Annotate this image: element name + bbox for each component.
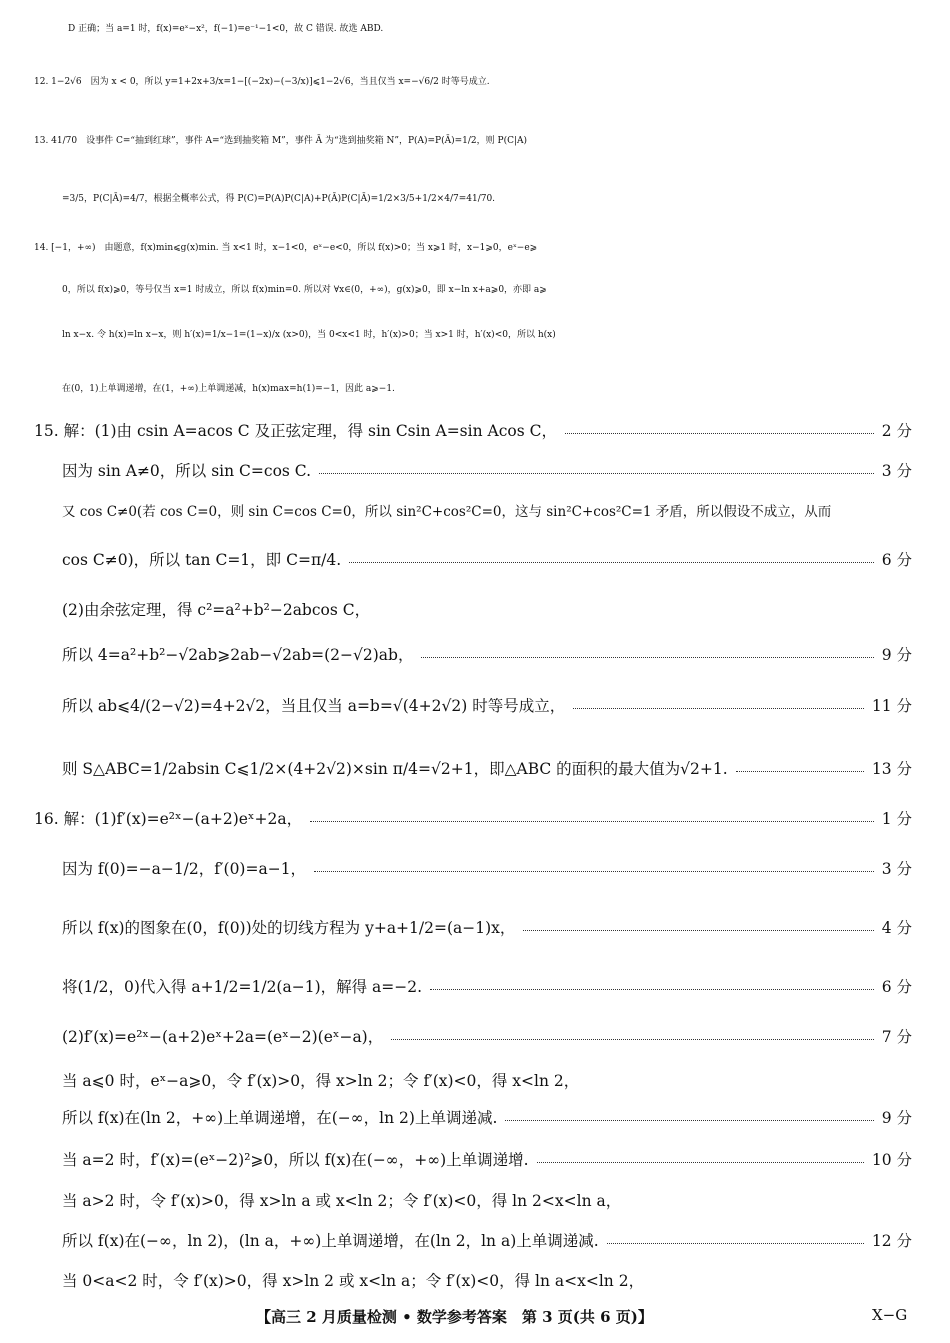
- solution-step: [62, 857, 912, 879]
- solution-step: [62, 916, 912, 938]
- solution-step: [62, 1069, 912, 1091]
- solution-step: [62, 548, 912, 570]
- leader-dots: [391, 1039, 873, 1040]
- solution-step: [62, 1269, 912, 1291]
- leader-dots: [523, 930, 873, 931]
- step-text: 所以 f(x)在(−∞，ln 2)，(ln a，+∞)上单调递增，在(ln 2，ln a)上单调递减.: [62, 1232, 599, 1250]
- step-text: 将(1/2，0)代入得 a+1/2=1/2(a−1)，解得 a=−2.: [62, 978, 423, 996]
- solution-step: [62, 694, 912, 716]
- solution-step: [62, 757, 912, 779]
- solution-step: [62, 1229, 912, 1251]
- step-text: (2)f′(x)=e²ˣ−(a+2)eˣ+2a=(eˣ−2)(eˣ−a)，: [62, 1028, 384, 1046]
- score: 7 分: [881, 1028, 912, 1046]
- step-text: 所以 ab⩽4/(2−√2)=4+2√2，当且仅当 a=b=√(4+2√2) 时等号成立，: [62, 697, 566, 715]
- step-text: 因为 f(0)=−a−1/2，f′(0)=a−1，: [62, 860, 307, 878]
- solution-step: [62, 1148, 912, 1170]
- score: 10 分: [871, 1151, 912, 1169]
- leader-dots: [573, 708, 864, 709]
- solution-step: [62, 459, 912, 481]
- step-text: 16. 解：(1)f′(x)=e²ˣ−(a+2)eˣ+2a，: [34, 810, 303, 828]
- leader-dots: [314, 871, 874, 872]
- step-text: 则 S△ABC=1/2absin C⩽1/2×(4+2√2)×sin π/4=√2+1，即△ABC 的面积的最大值为√2+1.: [62, 760, 728, 778]
- answer-14: 14. [−1，+∞) 由题意，f(x)min⩽g(x)min. 当 x<1 时，x−1<0，eˣ−e<0，所以 f(x)>0；当 x⩾1 时，x−1⩾0，eˣ−e⩾: [34, 243, 538, 253]
- leader-dots: [505, 1120, 873, 1121]
- solution-step: [62, 598, 912, 620]
- score: 11 分: [871, 697, 912, 715]
- step-text: 所以 f(x)在(ln 2，+∞)上单调递增，在(−∞，ln 2)上单调递减.: [62, 1109, 498, 1127]
- score: 12 分: [871, 1232, 912, 1250]
- answer-line: =3/5，P(C|Ā)=4/7，根据全概率公式，得 P(C)=P(A)P(C|A)+P(Ā)P(C|Ā)=1/2×3/5+1/2×4/7=41/70.: [62, 194, 496, 204]
- footer-code: X−G: [872, 1306, 908, 1324]
- step-text: (2)由余弦定理，得 c²=a²+b²−2abcos C，: [62, 601, 371, 619]
- answer-13: 13. 41/70 设事件 C=“抽到红球”，事件 A=“选到抽奖箱 M”，事件 Ā 为“选到抽奖箱 N”，P(A)=P(Ā)=1/2，则 P(C|A): [34, 136, 528, 146]
- score: 3 分: [881, 462, 912, 480]
- step-text: 当 a⩽0 时，eˣ−a⩾0，令 f′(x)>0，得 x>ln 2；令 f′(x)<0，得 x<ln 2，: [62, 1072, 580, 1090]
- leader-dots: [565, 433, 874, 434]
- score: 6 分: [881, 551, 912, 569]
- leader-dots: [349, 562, 874, 563]
- score: 9 分: [881, 646, 912, 664]
- step-text: 又 cos C≠0(若 cos C=0，则 sin C=cos C=0，所以 sin²C+cos²C=0，这与 sin²C+cos²C=1 矛盾，所以假设不成立，从而: [62, 504, 832, 520]
- score: 13 分: [871, 760, 912, 778]
- step-text: cos C≠0)，所以 tan C=1，即 C=π/4.: [62, 551, 342, 569]
- score: 3 分: [881, 860, 912, 878]
- solution-step: [62, 1106, 912, 1128]
- solution-step: [62, 975, 912, 997]
- step-text: 当 a=2 时，f′(x)=(eˣ−2)²⩾0，所以 f(x)在(−∞，+∞)上单调递增.: [62, 1151, 529, 1169]
- leader-dots: [421, 657, 873, 658]
- answer-12: 12. 1−2√6 因为 x < 0，所以 y=1+2x+3/x=1−[(−2x)−(−3/x)]⩽1−2√6，当且仅当 x=−√6/2 时等号成立.: [34, 77, 490, 87]
- step-text: 因为 sin A≠0，所以 sin C=cos C.: [62, 462, 312, 480]
- leader-dots: [537, 1162, 864, 1163]
- step-text: 当 a>2 时，令 f′(x)>0，得 x>ln a 或 x<ln 2；令 f′(x)<0，得 ln 2<x<ln a，: [62, 1192, 622, 1210]
- answer-line: 在(0，1)上单调递增，在(1，+∞)上单调递减，h(x)max=h(1)=−1，因此 a⩾−1.: [62, 384, 395, 394]
- step-text: 当 0<a<2 时，令 f′(x)>0，得 x>ln 2 或 x<ln a；令 f′(x)<0，得 ln a<x<ln 2，: [62, 1272, 645, 1290]
- answer-line: ln x−x. 令 h(x)=ln x−x，则 h′(x)=1/x−1=(1−x)/x (x>0)，当 0<x<1 时，h′(x)>0；当 x>1 时，h′(x)<0，所以 h(x): [62, 330, 556, 340]
- solution-step: [62, 500, 912, 520]
- score: 2 分: [881, 422, 912, 440]
- solution-step: [34, 807, 912, 829]
- footer-title: 【高三 2 月质量检测 • 数学参考答案 第 3 页(共 6 页)】: [256, 1308, 653, 1326]
- score: 6 分: [881, 978, 912, 996]
- step-text: 15. 解：(1)由 csin A=acos C 及正弦定理，得 sin Csin A=sin Acos C，: [34, 422, 557, 440]
- leader-dots: [607, 1243, 864, 1244]
- leader-dots: [310, 821, 874, 822]
- solution-step: [62, 643, 912, 665]
- solution-step: [62, 1189, 912, 1211]
- score: 4 分: [881, 919, 912, 937]
- score: 9 分: [881, 1109, 912, 1127]
- leader-dots: [430, 989, 874, 990]
- leader-dots: [736, 771, 864, 772]
- step-text: 所以 4=a²+b²−√2ab⩾2ab−√2ab=(2−√2)ab，: [62, 646, 414, 664]
- leader-dots: [319, 473, 874, 474]
- answer-line: 0，所以 f(x)⩾0，等号仅当 x=1 时成立，所以 f(x)min=0. 所以对 ∀x∈(0，+∞)，g(x)⩾0，即 x−ln x+a⩾0，亦即 a⩾: [62, 285, 547, 295]
- score: 1 分: [881, 810, 912, 828]
- answer-line: D 正确；当 a=1 时，f(x)=eˣ−x²，f(−1)=e⁻¹−1<0，故 C 错误. 故选 ABD.: [68, 24, 384, 34]
- solution-step: [34, 419, 912, 441]
- solution-step: [62, 1025, 912, 1047]
- step-text: 所以 f(x)的图象在(0，f(0))处的切线方程为 y+a+1/2=(a−1)x，: [62, 919, 516, 937]
